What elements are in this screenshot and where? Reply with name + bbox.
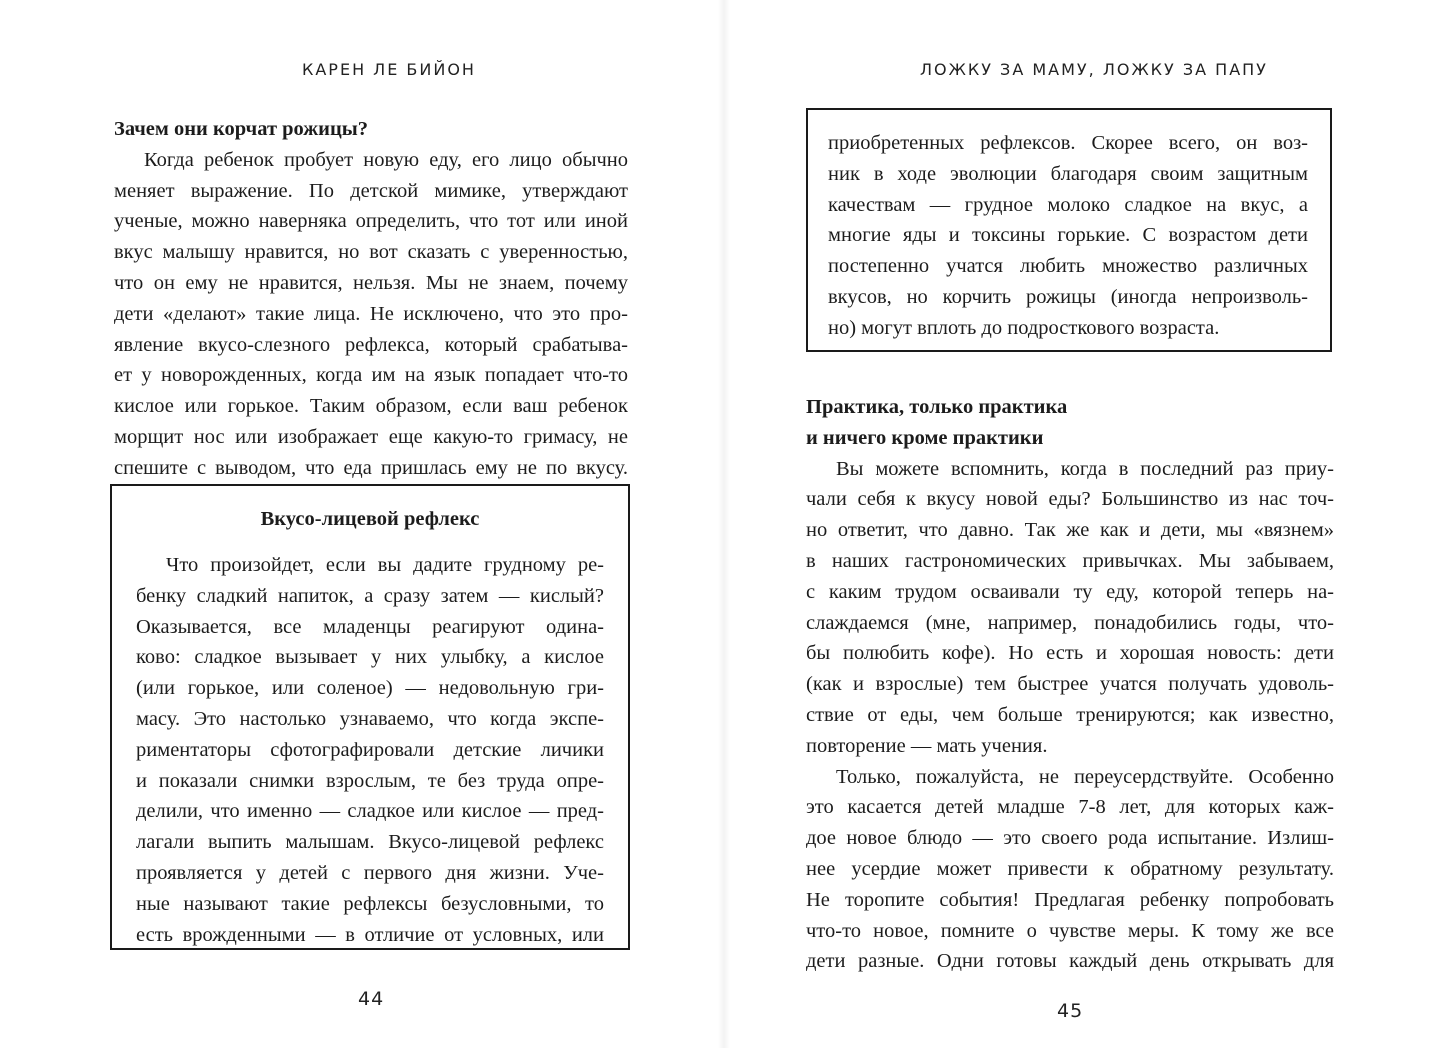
body-line: (как и взрослые) тем быстрее учатся получать удоволь- — [806, 673, 1334, 696]
body-line: нее усердие может привести к обратному результату. — [806, 857, 1334, 880]
body-line: чали себя к вкусу новой еды? Большинство из нас точ- — [806, 488, 1334, 511]
box-line: ные называют такие рефлексы безусловными, то — [136, 892, 604, 915]
body-line: дети «делают» такие лица. Не исключено, что это про- — [114, 302, 628, 325]
body-line: ствие от еды, чем больше тренируются; как известно, — [806, 703, 1334, 726]
body-line: повторение — мать учения. — [806, 734, 1048, 757]
body-line: Вы можете вспомнить, когда в последний раз приу- — [836, 457, 1334, 480]
right-text-block — [806, 392, 1334, 977]
page-number: 45 — [1057, 1000, 1084, 1022]
body-line: дети разные. Одни готовы каждый день открывать для — [806, 950, 1334, 973]
body-line: слаждаемся (мне, например, понадобились годы, что- — [806, 611, 1334, 634]
box-line: (или горькое, или соленое) — недовольную гри- — [136, 677, 604, 700]
body-line: кислое или горькое. Таким образом, если ваш ребенок — [114, 395, 628, 418]
body-line: это касается детей младше 7-8 лет, для которых каж- — [806, 796, 1334, 819]
page-number: 44 — [358, 988, 385, 1010]
running-head-author: КАРЕН ЛЕ БИЙОН — [302, 60, 476, 79]
body-line: вкус малышу нравится, но вот сказать с уверенностью, — [114, 241, 628, 264]
box-line: Что произойдет, если вы дадите грудному ре- — [166, 554, 604, 576]
box-line: лагали выпить малышам. Вкусо-лицевой рефлекс — [136, 831, 604, 854]
running-head-title: ЛОЖКУ ЗА МАМУ, ЛОЖКУ ЗА ПАПУ — [920, 60, 1268, 79]
body-line: меняет выражение. По детской мимике, утверждают — [114, 179, 628, 202]
body-line: спешите с выводом, что еда пришлась ему не по вкусу. — [114, 456, 628, 479]
body-line: морщит нос или изображает еще какую-то гримасу, не — [114, 425, 628, 448]
box-line: качествам — грудное молоко сладкое на вкус, а — [828, 193, 1308, 216]
box-line: делили, что именно — сладкое или кислое — пред- — [136, 800, 604, 823]
section-heading: Зачем они корчат рожицы? — [114, 118, 369, 140]
body-line: Когда ребенок пробует новую еду, его лицо обычно — [144, 148, 628, 171]
body-line: что он ему не нравится, нельзя. Мы не знаем, почему — [114, 271, 628, 294]
body-line: но ответит, что давно. Так же как и дети, мы «вязнем» — [806, 519, 1334, 542]
body-line: Только, пожалуйста, не переусердствуйте. Особенно — [836, 765, 1334, 788]
box-line: проявляется у детей с первого дня жизни. Уче- — [136, 861, 604, 884]
box-line: но) могут вплоть до подросткового возраста. — [828, 316, 1220, 339]
box-line: ник в ходе эволюции благодаря своим защитным — [828, 162, 1308, 185]
left-text-block — [114, 114, 628, 484]
body-line: дое новое блюдо — это своего рода испытание. Излиш- — [806, 827, 1334, 850]
box-line: и показали снимки взрослым, те без труда опре- — [136, 769, 604, 792]
box-line: масу. Это настолько узнаваемо, что когда экспе- — [136, 707, 604, 730]
sidebar-box-title: Вкусо-лицевой рефлекс — [260, 508, 480, 530]
body-line: с каким трудом осваивали ту еду, которой теперь на- — [806, 580, 1334, 603]
box-line: ково: сладкое вызывает у них улыбку, а кислое — [136, 646, 604, 669]
section-heading-line: и ничего кроме практики — [806, 426, 1044, 449]
continued-box-text — [828, 128, 1308, 344]
body-line: в наших гастрономических привычках. Мы забываем, — [806, 549, 1334, 572]
body-line: ученые, можно наверняка определить, что тот или иной — [114, 210, 628, 233]
section-heading-line: Практика, только практика — [806, 396, 1068, 418]
box-line: бенку сладкий напиток, а сразу затем — кислый? — [136, 584, 604, 607]
right-page — [724, 0, 1448, 1048]
box-line: вкусов, но корчить рожицы (иногда непроизволь- — [828, 285, 1308, 308]
box-line: есть врожденными — в отличие от условных, или — [136, 923, 604, 946]
box-line: Оказывается, все младенцы реагируют одина- — [136, 615, 604, 638]
box-line: многие яды и токсины горькие. С возрастом дети — [828, 224, 1308, 247]
box-line: постепенно учатся любить множество различных — [828, 255, 1308, 278]
body-line: бы полюбить кофе). Но есть и хорошая новость: дети — [806, 642, 1334, 665]
box-line: риментаторы сфотографировали детские личики — [136, 738, 604, 761]
sidebar-box-text — [136, 550, 604, 950]
body-line: ет у новорожденных, когда им на язык попадает что-то — [114, 364, 628, 387]
body-line: Не торопите события! Предлагая ребенку попробовать — [806, 888, 1334, 911]
box-line: приобретенных рефлексов. Скорее всего, он воз- — [828, 132, 1308, 154]
body-line: что-то новое, помните о чувстве меры. К тому же все — [806, 919, 1334, 942]
body-line: явление вкусо-слезного рефлекса, который срабатыва- — [114, 333, 628, 356]
